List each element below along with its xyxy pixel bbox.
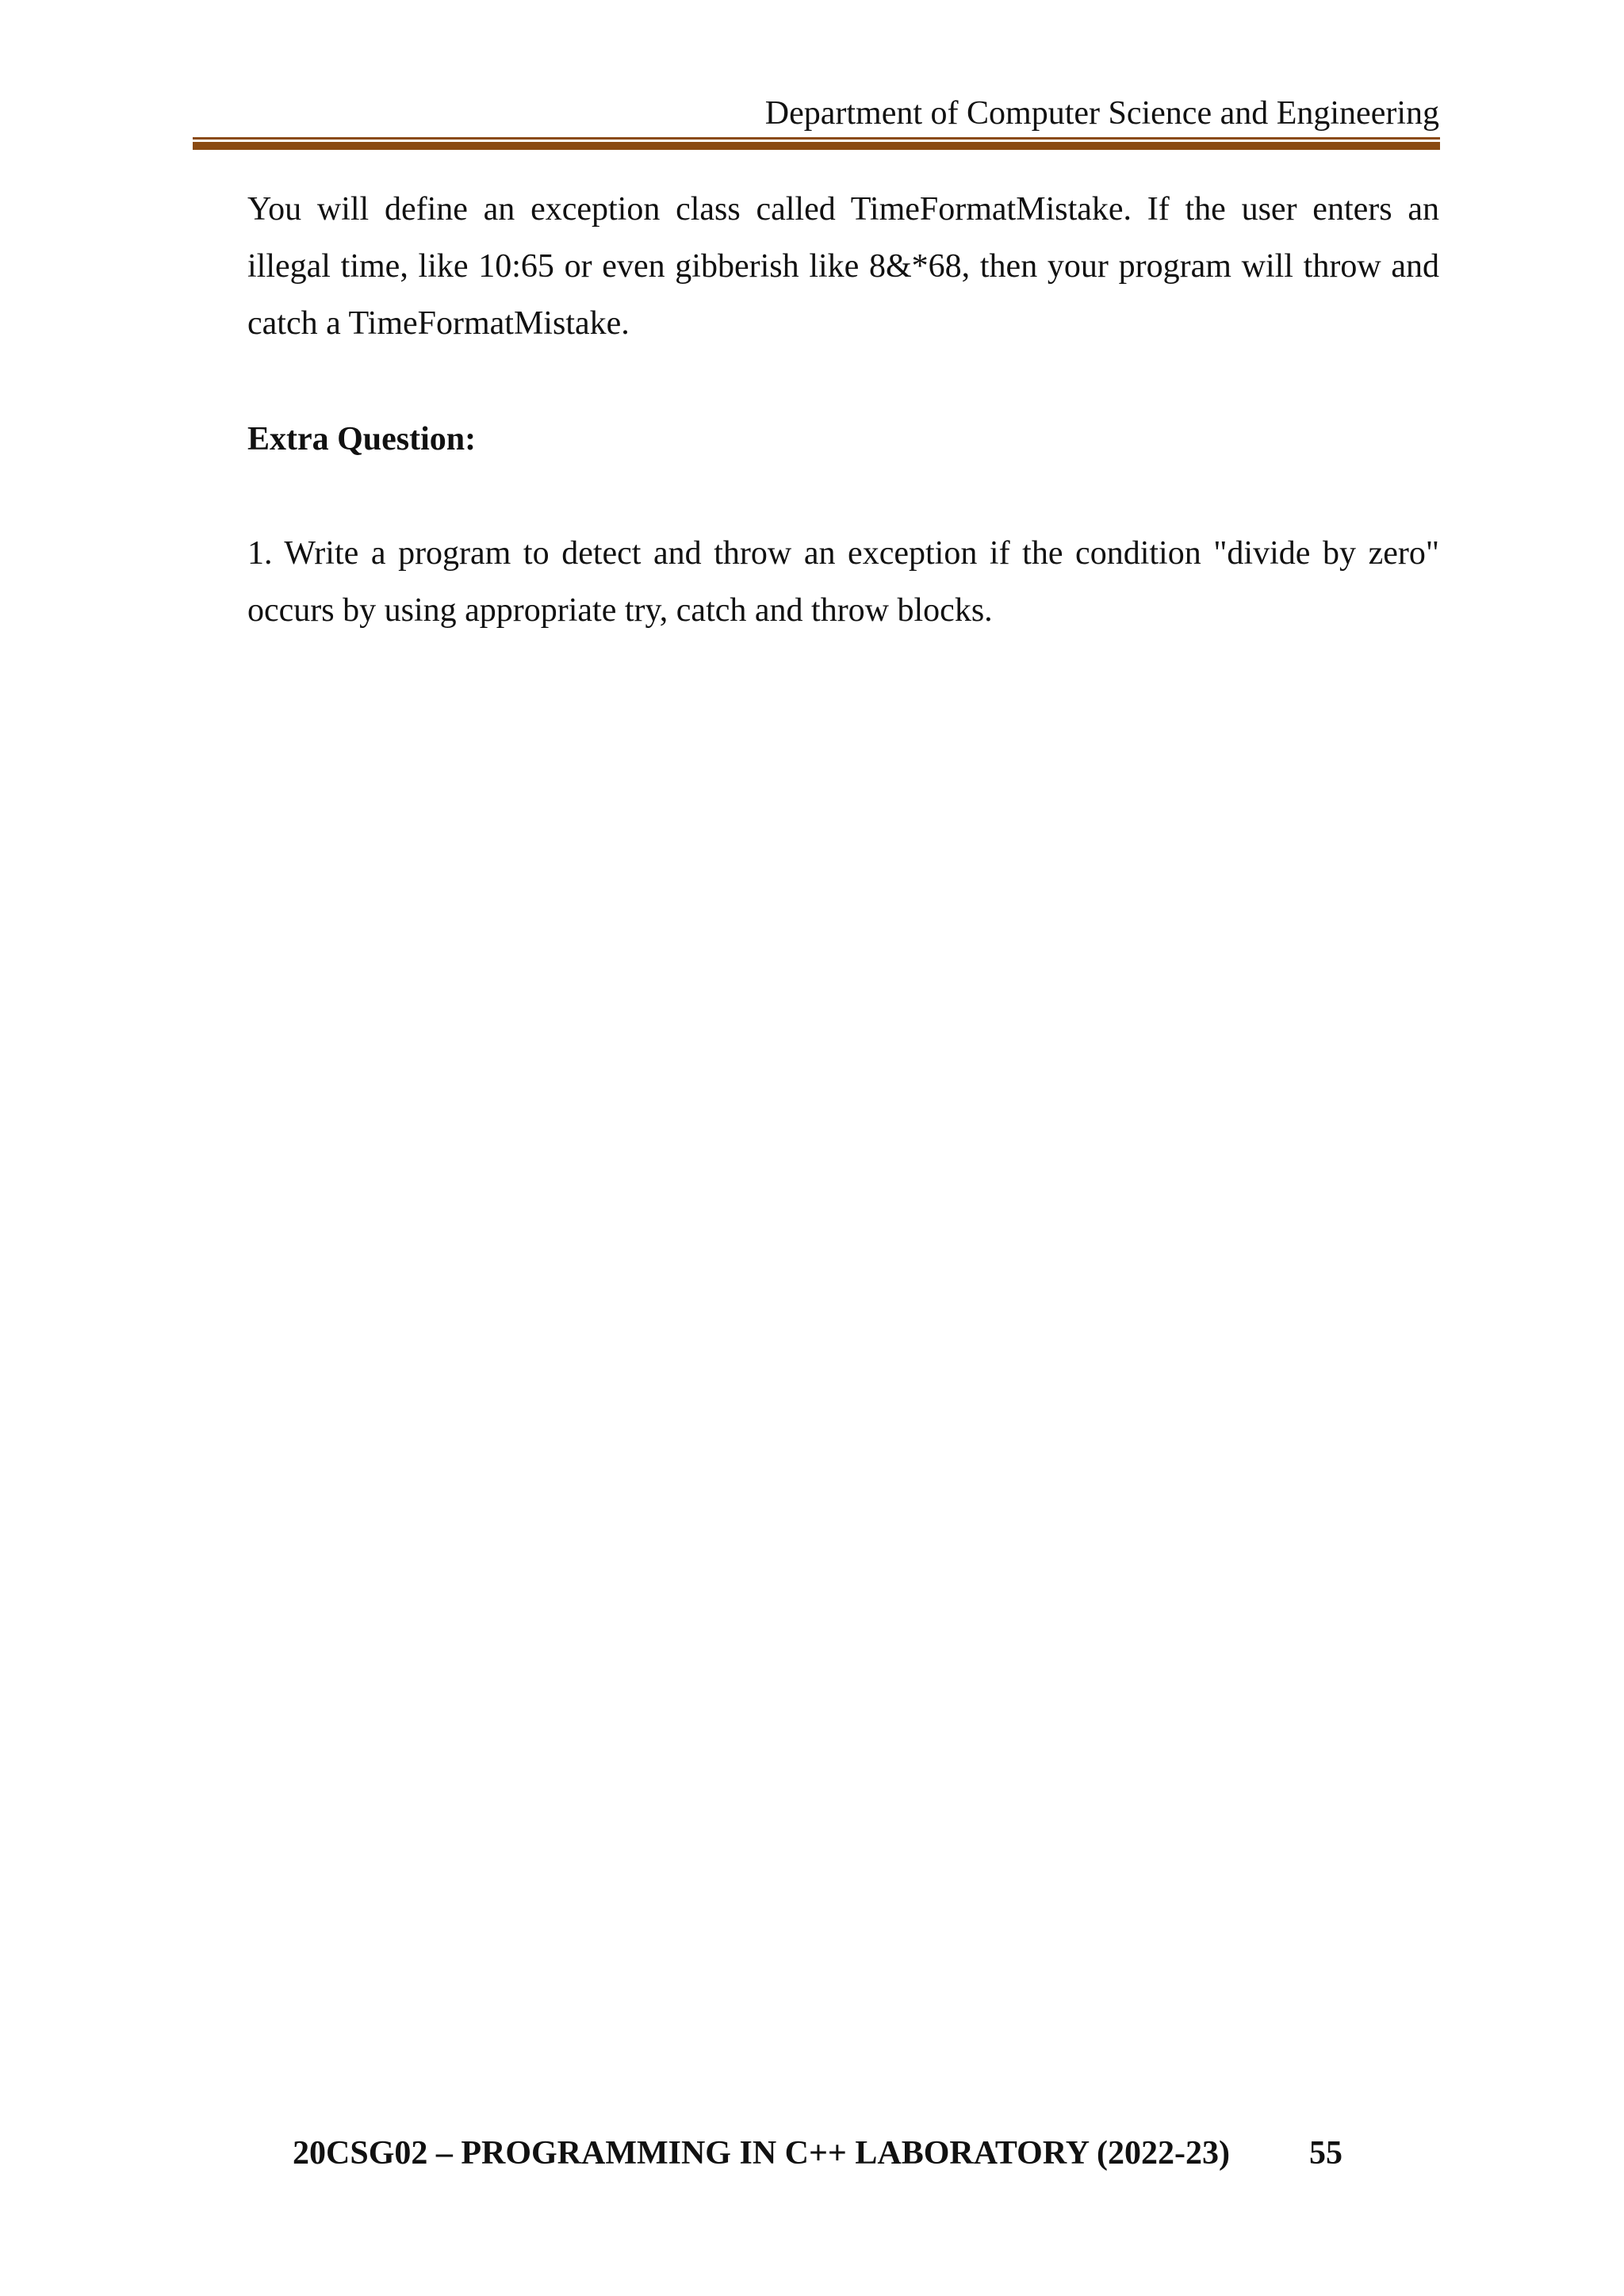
footer-course-title: 20CSG02 – PROGRAMMING IN C++ LABORATORY (2022-23) — [293, 2135, 1230, 2172]
footer-page-number: 55 — [1309, 2135, 1342, 2172]
page-body — [247, 181, 1439, 629]
page-header-department: Department of Computer Science and Engineering — [764, 95, 1439, 132]
header-divider-thin — [193, 137, 1440, 140]
intro-paragraph: You will define an exception class called TimeFormatMistake. If the user enters an illegal time, like 10:65 or even gibberish like 8&*68, then your program will throw and catch a TimeFormatMistake. — [247, 191, 1439, 342]
section-heading: Extra Question: — [247, 421, 477, 457]
question-1: 1. Write a program to detect and throw an exception if the condition "divide by zero" occurs by using appropriate try, catch and throw blocks. — [247, 535, 1439, 629]
header-divider-thick — [193, 142, 1440, 150]
